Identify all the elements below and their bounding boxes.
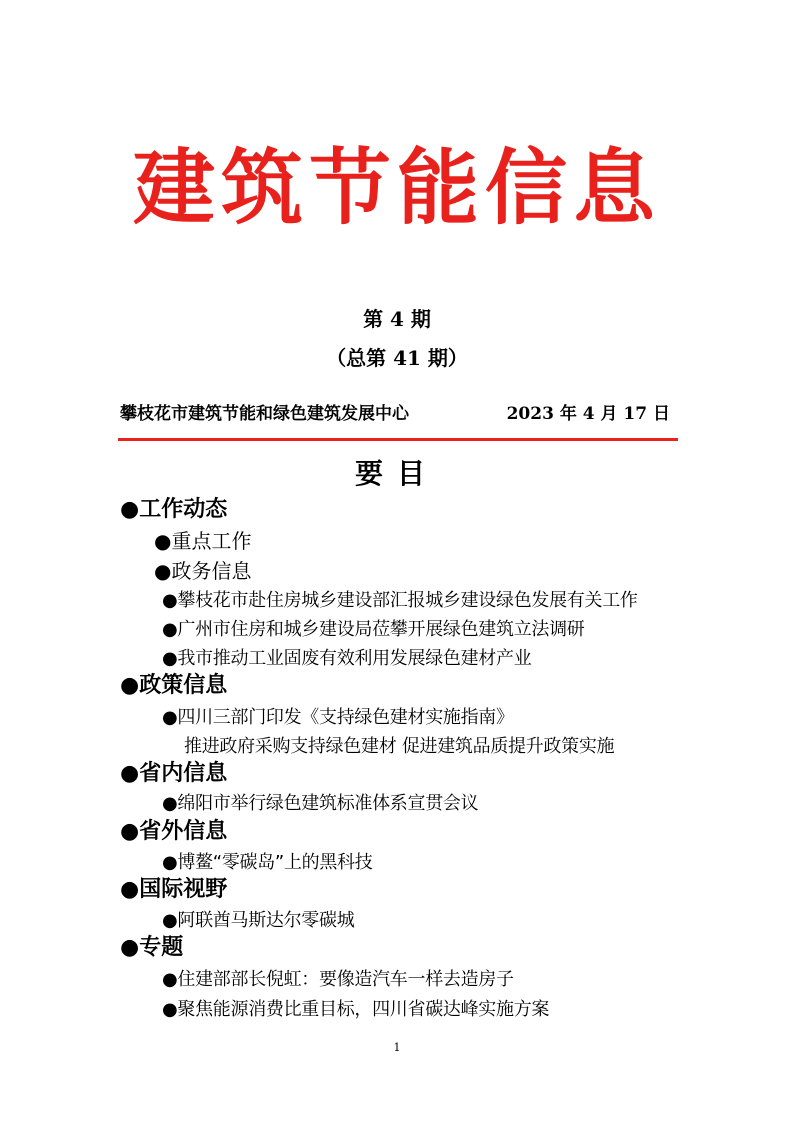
toc-item-label: 省外信息 [139, 819, 228, 844]
bullet-icon: ● [120, 497, 140, 522]
bullet-icon: ● [162, 793, 178, 814]
bullet-icon: ● [120, 877, 140, 902]
bullet-icon: ● [162, 619, 178, 640]
toc-item-label: 住建部部长倪虹：要像造汽车一样去造房子 [177, 969, 514, 990]
bullet-icon: ● [120, 761, 140, 786]
toc-item-label: 绵阳市举行绿色建筑标准体系宣贯会议 [177, 793, 479, 814]
page-number: 1 [393, 1041, 401, 1054]
bullet-icon: ● [120, 673, 140, 698]
toc-item-key-work [154, 527, 251, 555]
toc-item-label: 聚焦能源消费比重目标，四川省碳达峰实施方案 [177, 999, 550, 1020]
toc-item-government-info [154, 557, 251, 585]
toc-item-out-of-province-info [120, 818, 227, 846]
issue-number: 第 4 期 [363, 307, 431, 331]
toc-item-label: 重点工作 [171, 529, 252, 553]
toc-item-international [120, 876, 227, 904]
toc-item-provincial-info [120, 760, 227, 788]
toc-item-solid-waste [162, 645, 531, 673]
toc-item-sichuan-guide-continued [184, 733, 614, 761]
bullet-icon: ● [162, 999, 178, 1020]
bullet-icon: ● [162, 969, 178, 990]
bullet-icon: ● [120, 819, 140, 844]
bullet-icon: ● [154, 559, 172, 583]
toc-item-label: 我市推动工业固废有效利用发展绿色建材产业 [177, 648, 532, 669]
bullet-icon: ● [120, 935, 140, 960]
bullet-icon: ● [162, 852, 178, 873]
toc-item-label: 政策信息 [139, 673, 228, 698]
bullet-icon: ● [162, 910, 178, 931]
toc-item-policy-info [120, 672, 227, 700]
toc-item-report-to-ministry [162, 587, 638, 615]
bullet-icon: ● [162, 590, 178, 611]
toc-item-label: 专题 [139, 935, 184, 960]
toc-item-mianyang-meeting [162, 790, 478, 818]
toc-item-work-news [120, 496, 227, 524]
header-divider [118, 438, 678, 441]
bullet-icon: ● [154, 529, 172, 553]
toc-item-masdar-city [162, 907, 354, 935]
bullet-icon: ● [162, 707, 178, 728]
toc-item-guangzhou-visit [162, 616, 585, 644]
toc-title: 要目 [354, 457, 439, 490]
toc-item-minister-ni-hong [162, 966, 514, 994]
toc-item-label: 国际视野 [139, 877, 228, 902]
toc-item-label: 四川三部门印发《支持绿色建材实施指南》 [177, 707, 514, 728]
toc-item-label: 广州市住房和城乡建设局莅攀开展绿色建筑立法调研 [177, 619, 585, 640]
issue-total: （总第 41 期） [326, 346, 468, 370]
toc-item-carbon-peak-plan [162, 996, 549, 1024]
toc-item-label: 政务信息 [171, 559, 252, 583]
toc-item-label: 省内信息 [139, 761, 228, 786]
masthead-title: 建筑节能信息 [132, 140, 661, 236]
publisher-name: 攀枝花市建筑节能和绿色建筑发展中心 [120, 404, 409, 424]
toc-item-label: 攀枝花市赴住房城乡建设部汇报城乡建设绿色发展有关工作 [177, 590, 638, 611]
toc-item-label: 工作动态 [139, 497, 228, 522]
toc-item-special-topic [120, 934, 183, 962]
toc-item-label: 推进政府采购支持绿色建材 促进建筑品质提升政策实施 [184, 736, 615, 757]
toc-item-boao-zero-carbon [162, 849, 372, 877]
bullet-icon: ● [162, 648, 178, 669]
toc-item-sichuan-guide [162, 704, 514, 732]
publication-date: 2023 年 4 月 17 日 [506, 404, 670, 424]
toc-item-label: 博鳌“零碳岛”上的黑科技 [177, 852, 373, 873]
toc-item-label: 阿联酋马斯达尔零碳城 [177, 910, 355, 931]
